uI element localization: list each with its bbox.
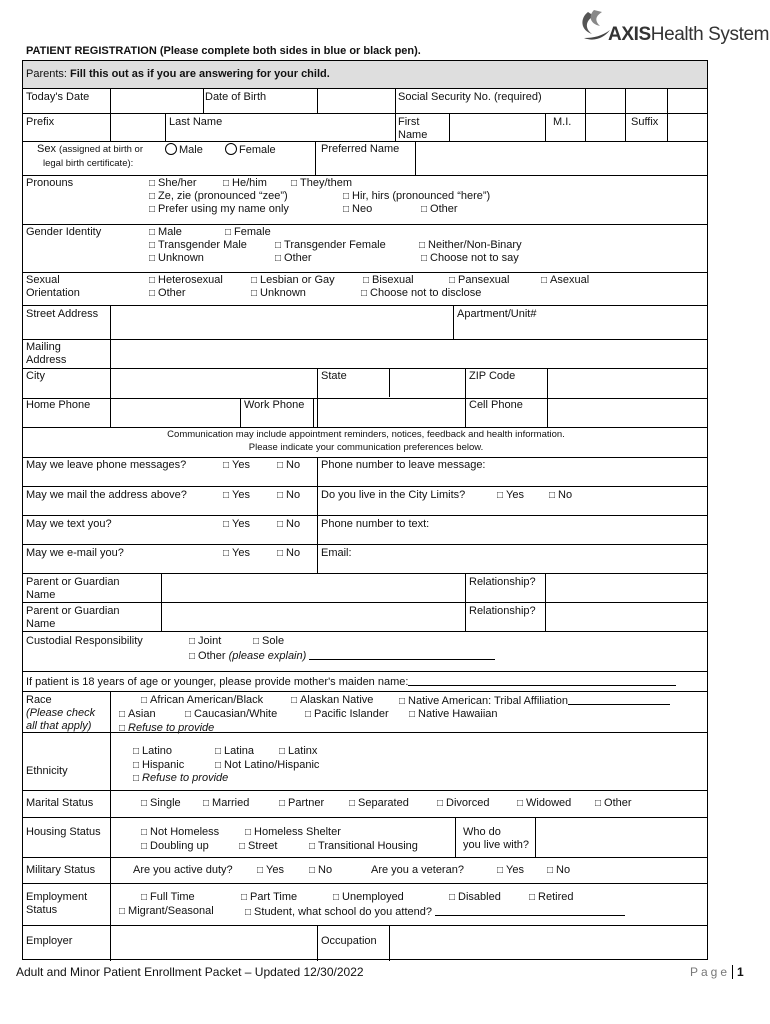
ethnicity-refuse-checkbox[interactable]: □ Refuse to provide [133,772,228,785]
tribal-affiliation-line[interactable] [568,694,670,705]
work-phone-label: Work Phone [244,399,305,411]
pronoun-she-checkbox[interactable]: □ She/her [149,177,197,190]
zip-label: ZIP Code [469,370,516,382]
ethnicity-not-latino-checkbox[interactable]: □ Not Latino/Hispanic [215,759,319,772]
apartment-label: Apartment/Unit# [457,308,537,320]
race-caucasian-checkbox[interactable]: □ Caucasian/White [185,708,277,721]
race-label: Race (Please check all that apply) [26,694,96,732]
city-label: City [26,370,45,382]
guardian-name-label-2: Parent or Guardian Name [26,605,120,630]
gender-male-checkbox[interactable]: □ Male [149,226,182,239]
gender-unknown-checkbox[interactable]: □ Unknown [149,252,204,265]
housing-street-checkbox[interactable]: □ Street [239,840,277,853]
gender-nonbinary-checkbox[interactable]: □ Neither/Non-Binary [419,239,522,252]
ethnicity-label: Ethnicity [26,765,68,777]
orientation-unknown-checkbox[interactable]: □ Unknown [251,287,306,300]
orientation-not-disclose-checkbox[interactable]: □ Choose not to disclose [361,287,481,300]
employment-disabled-checkbox[interactable]: □ Disabled [449,891,501,904]
phone-messages-no[interactable]: □ No [277,459,300,472]
race-native-hawaiian-checkbox[interactable]: □ Native Hawaiian [409,708,498,721]
guardian-name-label-1: Parent or Guardian Name [26,576,120,601]
occupation-label: Occupation [321,935,377,947]
pronoun-neo-checkbox[interactable]: □ Neo [343,203,372,216]
marital-partner-checkbox[interactable]: □ Partner [279,797,324,810]
orientation-pansexual-checkbox[interactable]: □ Pansexual [449,274,509,287]
veteran-question: Are you a veteran? [371,864,464,876]
ethnicity-latinx-checkbox[interactable]: □ Latinx [279,745,317,758]
employment-full-time-checkbox[interactable]: □ Full Time [141,891,195,904]
employment-unemployed-checkbox[interactable]: □ Unemployed [333,891,404,904]
street-address-label: Street Address [26,308,99,320]
page-number: Page 1 [690,965,744,979]
custodial-explain-line[interactable] [309,649,495,660]
prefix-label: Prefix [26,116,55,128]
employment-status-label: Employment Status [26,891,88,916]
custodial-other-checkbox[interactable]: □ Other (please explain) [189,649,495,663]
city-limits-question: Do you live in the City Limits? [321,489,466,501]
active-duty-yes[interactable]: □ Yes [257,864,284,877]
gender-identity-label: Gender Identity [26,226,102,238]
custodial-sole-checkbox[interactable]: □ Sole [253,635,284,648]
mail-address-yes[interactable]: □ Yes [223,489,250,502]
text-yes[interactable]: □ Yes [223,518,250,531]
maiden-name-line[interactable] [408,675,676,686]
suffix-label: Suffix [631,116,659,128]
ethnicity-hispanic-checkbox[interactable]: □ Hispanic [133,759,184,772]
sex-label-note: legal birth certificate): [43,158,134,169]
military-status-label: Military Status [26,864,96,876]
ethnicity-latino-checkbox[interactable]: □ Latino [133,745,172,758]
gender-female-checkbox[interactable]: □ Female [225,226,271,239]
marital-separated-checkbox[interactable]: □ Separated [349,797,409,810]
orientation-bisexual-checkbox[interactable]: □ Bisexual [363,274,414,287]
race-native-american-checkbox[interactable]: □ Native American: Tribal Affiliation [399,694,670,708]
last-name-label: Last Name [169,116,223,128]
mailing-address-label: Mailing Address [26,341,67,366]
phone-messages-question: May we leave phone messages? [26,459,187,471]
housing-shelter-checkbox[interactable]: □ Homeless Shelter [245,826,341,839]
axis-health-logo [578,8,770,48]
orientation-label: Sexual Orientation [26,274,80,299]
race-refuse-checkbox[interactable]: □ Refuse to provide [119,722,214,735]
message-phone-label: Phone number to leave message: [321,459,486,471]
email-no[interactable]: □ No [277,547,300,560]
radio-circle-icon[interactable] [225,143,237,155]
active-duty-question: Are you active duty? [133,864,233,876]
city-limits-no[interactable]: □ No [549,489,572,502]
race-alaskan-checkbox[interactable]: □ Alaskan Native [291,694,373,707]
sex-label: Sex (assigned at birth or [37,143,143,155]
mi-label: M.I. [553,116,572,128]
ssn-label: Social Security No. (required) [398,91,542,103]
pronoun-hir-checkbox[interactable]: □ Hir, hirs (pronounced “here”) [343,190,490,203]
communication-note-2: Please indicate your communication preferences below. [248,442,484,453]
text-question: May we text you? [26,518,112,530]
home-phone-label: Home Phone [26,399,91,411]
pronoun-they-checkbox[interactable]: □ They/them [291,177,352,190]
custodial-label: Custodial Responsibility [26,635,143,647]
gender-choose-not-checkbox[interactable]: □ Choose not to say [421,252,519,265]
housing-doubling-up-checkbox[interactable]: □ Doubling up [141,840,209,853]
orientation-other-checkbox[interactable]: □ Other [149,287,186,300]
pronoun-name-only-checkbox[interactable]: □ Prefer using my name only [149,203,289,216]
employment-student-checkbox[interactable]: □ Student, what school do you attend? [245,905,625,919]
pronoun-other-checkbox[interactable]: □ Other [421,203,458,216]
who-live-with-label: Who do you live with? [463,826,530,851]
employer-label: Employer [26,935,73,947]
relationship-label-1: Relationship? [469,576,536,588]
veteran-no[interactable]: □ No [547,864,570,877]
phone-messages-yes[interactable]: □ Yes [223,459,250,472]
orientation-lesbian-gay-checkbox[interactable]: □ Lesbian or Gay [251,274,335,287]
marital-divorced-checkbox[interactable]: □ Divorced [437,797,489,810]
cell-phone-label: Cell Phone [469,399,523,411]
email-label: Email: [321,547,352,559]
preferred-name-label: Preferred Name [321,143,400,155]
orientation-hetero-checkbox[interactable]: □ Heterosexual [149,274,223,287]
radio-circle-icon[interactable] [165,143,177,155]
text-no[interactable]: □ No [277,518,300,531]
race-asian-checkbox[interactable]: □ Asian [119,708,156,721]
relationship-label-2: Relationship? [469,605,536,617]
todays-date-label: Today's Date [26,91,90,103]
custodial-joint-checkbox[interactable]: □ Joint [189,635,221,648]
banner-text: Parents: Fill this out as if you are answering for your child. [26,68,330,80]
ethnicity-latina-checkbox[interactable]: □ Latina [215,745,254,758]
communication-note: Communication may include appointment reminders, notices, feedback and health information. [167,429,565,440]
race-pacific-islander-checkbox[interactable]: □ Pacific Islander [305,708,389,721]
active-duty-no[interactable]: □ No [309,864,332,877]
state-label: State [321,370,347,382]
housing-status-label: Housing Status [26,826,101,838]
housing-transitional-checkbox[interactable]: □ Transitional Housing [309,840,418,853]
sex-female-option[interactable]: Female [225,143,276,157]
pronoun-he-checkbox[interactable]: □ He/him [223,177,267,190]
orientation-asexual-checkbox[interactable]: □ Asexual [541,274,589,287]
swoosh-icon [578,8,612,48]
email-question: May we e-mail you? [26,547,124,559]
gender-trans-female-checkbox[interactable]: □ Transgender Female [275,239,386,252]
employment-retired-checkbox[interactable]: □ Retired [529,891,574,904]
housing-not-homeless-checkbox[interactable]: □ Not Homeless [141,826,219,839]
pronouns-label: Pronouns [26,177,74,189]
marital-widowed-checkbox[interactable]: □ Widowed [517,797,571,810]
footer-text: Adult and Minor Patient Enrollment Packet – Updated 12/30/2022 [16,965,364,979]
marital-single-checkbox[interactable]: □ Single [141,797,181,810]
text-phone-label: Phone number to text: [321,518,430,530]
page-title: PATIENT REGISTRATION (Please complete both sides in blue or black pen). [26,45,421,57]
registration-form [22,60,708,960]
gender-trans-male-checkbox[interactable]: □ Transgender Male [149,239,247,252]
pronoun-ze-checkbox[interactable]: □ Ze, zie (pronounced “zee”) [149,190,288,203]
mail-address-question: May we mail the address above? [26,489,187,501]
mail-address-no[interactable]: □ No [277,489,300,502]
employment-part-time-checkbox[interactable]: □ Part Time [241,891,297,904]
email-yes[interactable]: □ Yes [223,547,250,560]
race-african-american-checkbox[interactable]: □ African American/Black [141,694,263,707]
veteran-yes[interactable]: □ Yes [497,864,524,877]
school-line[interactable] [435,905,625,916]
marital-married-checkbox[interactable]: □ Married [203,797,249,810]
gender-other-checkbox[interactable]: □ Other [275,252,312,265]
first-name-label: First Name [398,116,428,141]
dob-label: Date of Birth [205,91,267,103]
marital-status-label: Marital Status [26,797,94,809]
employment-migrant-checkbox[interactable]: □ Migrant/Seasonal [119,905,214,918]
marital-other-checkbox[interactable]: □ Other [595,797,632,810]
maiden-name-label: If patient is 18 years of age or younger, please provide mother's maiden name: [26,675,676,689]
sex-male-option[interactable]: Male [165,143,203,157]
logo-wordmark: AXISHealth System [608,24,770,45]
city-limits-yes[interactable]: □ Yes [497,489,524,502]
